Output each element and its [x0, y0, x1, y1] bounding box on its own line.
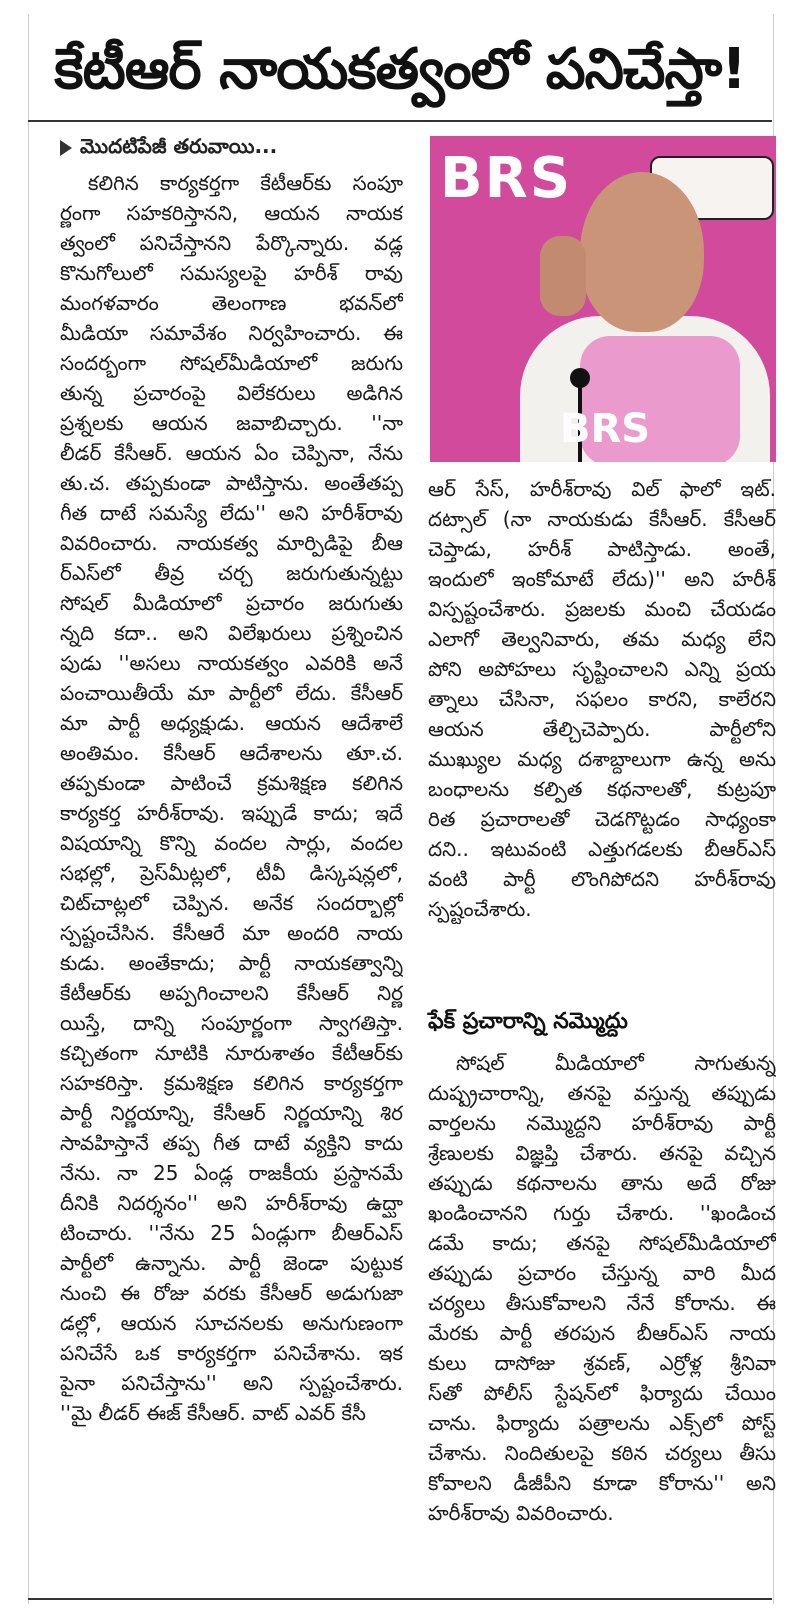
photo-sign-text-bottom: BRS — [560, 406, 651, 452]
text-line: త్వంలో పనిచేస్తానని పేర్కొన్నారు. వడ్ల — [60, 231, 403, 255]
text-line: గీత దాటే సమస్యే లేదు'' అని హరీశ్‌రావు — [60, 501, 403, 525]
text-line: సభల్లో, ప్రెస్‌మీట్లలో, టీవీ డిస్కషన్లలో, — [60, 861, 403, 885]
text-line: తున్న ప్రచారంపై విలేకరులు అడిగిన — [60, 381, 403, 405]
text-line: శ్రేణులకు విజ్ఞప్తి చేశారు. తనపై వచ్చిన — [428, 1141, 776, 1165]
text-line: పార్టీ నిర్ణయాన్ని, కేసీఆర్ నిర్ణయాన్ని శిర — [60, 1101, 403, 1125]
text-line: తు.చ. తప్పకుండా పాటిస్తాను. అంతేతప్ప — [60, 471, 403, 495]
bottom-rule — [28, 1598, 772, 1600]
text-line: మేరకు పార్టీ తరపున బీఆర్ఎస్ నాయ — [428, 1321, 776, 1345]
text-line: మీడియా సమావేశం నిర్వహించారు. ఈ — [60, 321, 403, 345]
text-line: కలిగిన కార్యకర్తగా కేటీఆర్‌కు సంపూ — [88, 171, 403, 195]
text-line: దట్సాల్ (నా నాయకుడు కేసీఆర్. కేసీఆర్ — [428, 507, 776, 531]
text-line: సోషల్ మీడియాలో ప్రచారం జరుగుతు — [60, 591, 403, 615]
text-line: పంచాయితీయే మా పార్టీలో లేదు. కేసీఆర్ — [60, 681, 403, 705]
article-photo — [430, 136, 776, 462]
microphone-icon — [570, 368, 590, 388]
text-line: న్నది కదా.. అని విలేఖరులు ప్రశ్నించిన — [60, 621, 403, 645]
speaker-face — [580, 172, 704, 332]
text-line: హరీశ్‌రావు వివరించారు. — [428, 1501, 614, 1525]
text-line: ఆయన తేల్చిచెప్పారు. పార్టీలోని — [428, 717, 776, 741]
text-line: కచ్చితంగా నూటికి నూరుశాతం కేటీఆర్‌కు — [60, 1041, 403, 1065]
text-line: ఆర్ సేస్, హరీశ్‌రావు విల్ ఫాలో ఇట్. — [428, 477, 776, 501]
text-line: తప్పుడు కథనాలను తాను అదే రోజు — [428, 1171, 776, 1195]
headline-rule — [28, 120, 772, 122]
text-line: పైనా పనిచేస్తాను'' అని స్పష్టంచేశారు. — [60, 1371, 403, 1395]
text-line: తప్పకుండా పాటించే క్రమశిక్షణ కలిగిన — [60, 771, 403, 795]
text-line: చాను. ఫిర్యాదు పత్రాలను ఎక్స్‌లో పోస్ట్ — [428, 1411, 776, 1435]
text-line: వార్తలను నమ్మొద్దని హరీశ్‌రావు పార్టీ — [428, 1111, 776, 1135]
text-line: కుడు. అంతేకాదు; పార్టీ నాయకత్వాన్ని — [60, 951, 403, 975]
text-line: మంగళవారం తెలంగాణ భవన్‌లో — [60, 291, 403, 315]
text-line: ''మై లీడర్ ఈజ్ కేసీఆర్. వాట్ ఎవర్ కేసీ — [60, 1401, 366, 1425]
text-line: అంతిమం. కేసీఆర్ ఆదేశాలను తూ.చ. — [60, 741, 403, 765]
text-line: కార్యకర్త హరీశ్‌రావు. ఇప్పుడే కాదు; ఇదే — [60, 801, 403, 825]
text-line: దుష్ప్రచారాన్ని, తనపై వస్తున్న తప్పుడు — [428, 1081, 776, 1105]
text-line: స్పష్టంచేశారు. — [428, 897, 532, 921]
text-line: కోవాలని డీజీపీని కూడా కోరాను'' అని — [428, 1471, 776, 1495]
text-line: స్‌తో పోలీస్ స్టేషన్‌లో ఫిర్యాదు చేయిం — [428, 1381, 776, 1405]
text-line: ర్ఎస్‌లో తీవ్ర చర్చ జరుగుతున్నట్టు — [60, 561, 403, 585]
arrow-right-icon — [60, 140, 72, 156]
text-line: డల్లో, ఆయన సూచనలకు అనుగుణంగా — [60, 1311, 403, 1335]
text-line: సహకరిస్తా. క్రమశిక్షణ కలిగిన కార్యకర్తగా — [60, 1071, 403, 1095]
text-line: కొనుగోలులో సమస్యలపై హరీశ్ రావు — [60, 261, 403, 285]
text-line: వంటి పార్టీ లొంగిపోదని హరీశ్‌రావు — [428, 867, 776, 891]
text-line: విస్పష్టంచేశారు. ప్రజలకు మంచి చేయడం — [428, 597, 776, 621]
text-line: ర్ణంగా సహకరిస్తానని, ఆయన నాయక — [60, 201, 403, 225]
text-line: ప్రశ్నలకు ఆయన జవాబిచ్చారు. ''నా — [60, 411, 403, 435]
text-line: ముఖ్యుల మధ్య దశాబ్దాలుగా ఉన్న అను — [428, 747, 776, 771]
text-line: నుంచి ఈ రోజు వరకు కేసీఆర్ అడుగుజా — [60, 1281, 403, 1305]
text-line: పనిచేసే ఒక కార్యకర్తగా పనిచేశాను. ఇక — [60, 1341, 403, 1365]
text-line: వివరించారు. నాయకత్వ మార్పిడిపై బీఆ — [60, 531, 403, 555]
article-column-2 — [428, 474, 776, 924]
text-line: మా పార్టీ అధ్యక్షుడు. ఆయన ఆదేశాలే — [60, 711, 403, 735]
text-line: కేటీఆర్‌కు అప్పగించాలని కేసీఆర్ నిర్ణ — [60, 981, 403, 1005]
text-line: లీడర్ కేసీఆర్. ఆయన ఏం చెప్పినా, నేను — [60, 441, 403, 465]
continued-label — [60, 130, 277, 162]
text-line: సోషల్ మీడియాలో సాగుతున్న — [456, 1051, 776, 1075]
text-line: చెప్తాడు, హరీశ్ పాటిస్తాడు. అంతే, — [428, 537, 776, 561]
article-column-1 — [60, 168, 403, 1428]
text-line: చిట్‌చాట్లలో చెప్పిన. అనేక సందర్భాల్లో — [60, 891, 403, 915]
text-line: ఇందులో ఇంకోమాటే లేదు)'' అని హరీశ్ — [428, 567, 776, 591]
text-line: స్పష్టంచేసిన. కేసీఆరే మా అందరి నాయ — [60, 921, 403, 945]
article-column-3 — [428, 1048, 776, 1528]
text-line: నేను. నా 25 ఏండ్ల రాజకీయ ప్రస్థానమే — [60, 1161, 403, 1185]
text-line: ఎలాగో తెల్వనివారు, తమ మధ్య లేని — [428, 627, 776, 651]
text-line: రిత ప్రచారాలతో చెడగొట్టడం సాధ్యంకా — [428, 807, 776, 831]
subheading: ఫేక్ ప్రచారాన్ని నమ్మొద్దు — [428, 1009, 628, 1034]
text-line: దని.. ఇటువంటి ఎత్తుగడలకు బీఆర్ఎస్ — [428, 837, 776, 861]
text-line: పోని అపోహలు సృష్టించాలని ఎన్ని ప్రయ — [428, 657, 776, 681]
text-line: కులు దాసోజు శ్రవణ్, ఎర్రోళ్ల శ్రీనివా — [428, 1351, 776, 1375]
text-line: పార్టీలో ఉన్నాను. పార్టీ జెండా పుట్టుక — [60, 1251, 403, 1275]
text-line: టించారు. ''నేను 25 ఏండ్లుగా బీఆర్ఎస్ — [60, 1221, 403, 1245]
text-line: పుడు ''అసలు నాయకత్వం ఎవరికి అనే — [60, 651, 403, 675]
text-line: యిస్తే, దాన్ని సంపూర్ణంగా స్వాగతిస్తా. — [60, 1011, 403, 1035]
text-line: ఖండించానని గుర్తు చేశారు. ''ఖండించ — [428, 1201, 776, 1225]
speaker-hand — [540, 236, 586, 316]
text-line: డమే కాదు; తనపై సోషల్‌మీడియాలో — [428, 1231, 776, 1255]
text-line: సందర్భంగా సోషల్‌మీడియాలో జరుగు — [60, 351, 403, 375]
text-line: చర్యలు తీసుకోవాలని నేనే కోరాను. ఈ — [428, 1291, 776, 1315]
text-line: తప్పుడు ప్రచారం చేస్తున్న వారి మీద — [428, 1261, 776, 1285]
continued-text: మొదటిపేజీ తరువాయి... — [80, 134, 278, 158]
text-line: బంధాలను కల్పిత కథనాలతో, కుట్రపూ — [428, 777, 776, 801]
text-line: సావహిస్తానే తప్ప గీత దాటే వ్యక్తిని కాదు — [60, 1131, 403, 1155]
headline: కేటీఆర్ నాయకత్వంలో పనిచేస్తా! — [54, 37, 746, 102]
photo-sign-text: BRS — [440, 146, 573, 211]
text-line: విషయాన్ని కొన్ని వందల సార్లు, వందల — [60, 831, 403, 855]
text-line: త్నాలు చేసినా, సఫలం కారని, కాలేరని — [428, 687, 776, 711]
text-line: చేశాను. నిందితులపై కఠిన చర్యలు తీసు — [428, 1441, 776, 1465]
text-line: దీనికి నిదర్శనం'' అని హరీశ్‌రావు ఉద్ఘా — [60, 1191, 403, 1215]
